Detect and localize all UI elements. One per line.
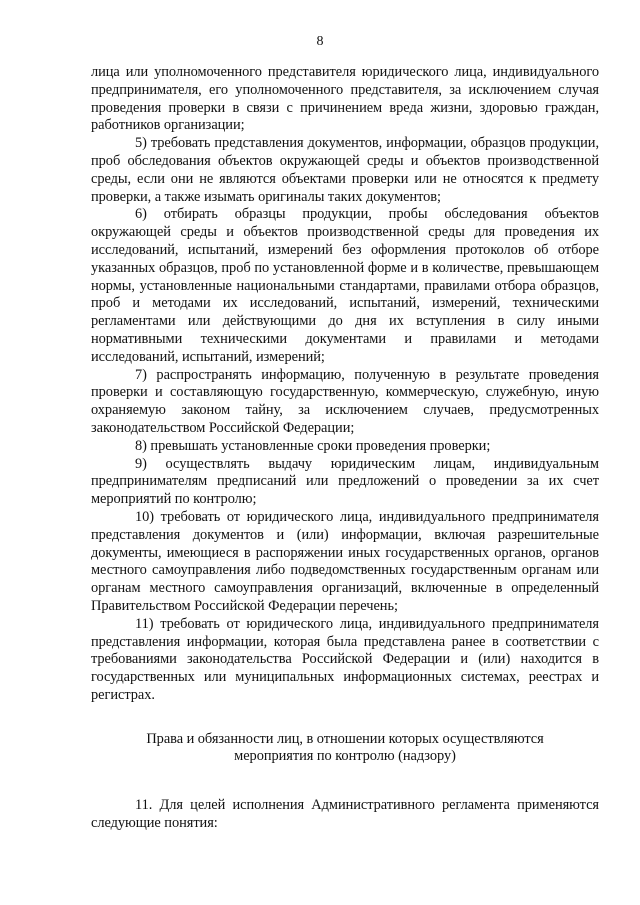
- section-heading: Права и обязанности лиц, в отношении которых осуществляются мероприятия по контролю (надзору): [146, 730, 544, 765]
- section-paragraph-11: 11. Для целей исполнения Административного регламента применяются следующие понятия:: [91, 797, 599, 832]
- list-item-10: 10) требовать от юридического лица, индивидуального предпринимателя представления документов и (или) информации, включая разрешительные документы, имеющиеся в распоряжении иных государственных органов, органов местного самоуправления либо подведомственных государственным органам или органам местного самоуправления организаций, включенные в определенный Правительством Российской Федерации перечень;: [91, 508, 599, 614]
- list-item-11: 11) требовать от юридического лица, индивидуального предпринимателя представления информации, которая была представлена ранее в соответствии с требованиями законодательства Российской Федерации и (или) находится в государственных или муниципальных информационных системах, реестрах и регистрах.: [91, 615, 599, 703]
- document-body: [91, 64, 599, 833]
- list-item-6: 6) отбирать образцы продукции, пробы обследования объектов окружающей среды и объектов производственной среды для проведения их исследований, испытаний, измерений без оформления протоколов об отборе указанных образцов, проб по установленной форме и в количестве, превышающем нормы, установленные национальными стандартами, правилами отбора образцов, проб и методами их исследований, испытаний, измерений, техническими регламентами или действующими до дня их вступления в силу иными нормативными техническими документами и правилами и методами исследований, испытаний, измерений;: [91, 206, 599, 365]
- list-item-8: 8) превышать установленные сроки проведения проверки;: [135, 437, 491, 454]
- page-number: 8: [316, 34, 324, 49]
- list-item-7: 7) распространять информацию, полученную в результате проведения проверки и составляющую государственную, коммерческую, служебную, иную охраняемую законом тайну, за исключением случаев, предусмотренных законодательством Российской Федерации;: [91, 366, 599, 436]
- list-item-9: 9) осуществлять выдачу юридическим лицам, индивидуальным предпринимателям предписаний или предложений о проведении за их счет мероприятий по контролю;: [91, 455, 599, 508]
- list-item-5: 5) требовать представления документов, информации, образцов продукции, проб обследования объектов окружающей среды и объектов производственной среды, если они не являются объектами проверки или не относятся к предмету проверки, а также изымать оригиналы таких документов;: [91, 135, 599, 205]
- section-spacer: [91, 766, 599, 797]
- paragraph-continuation: лица или уполномоченного представителя юридического лица, индивидуального предпринимателя, его уполномоченного представителя, за исключением случая проведения проверки в связи с причинением вреда жизни, здоровью граждан, работников организации;: [91, 64, 599, 134]
